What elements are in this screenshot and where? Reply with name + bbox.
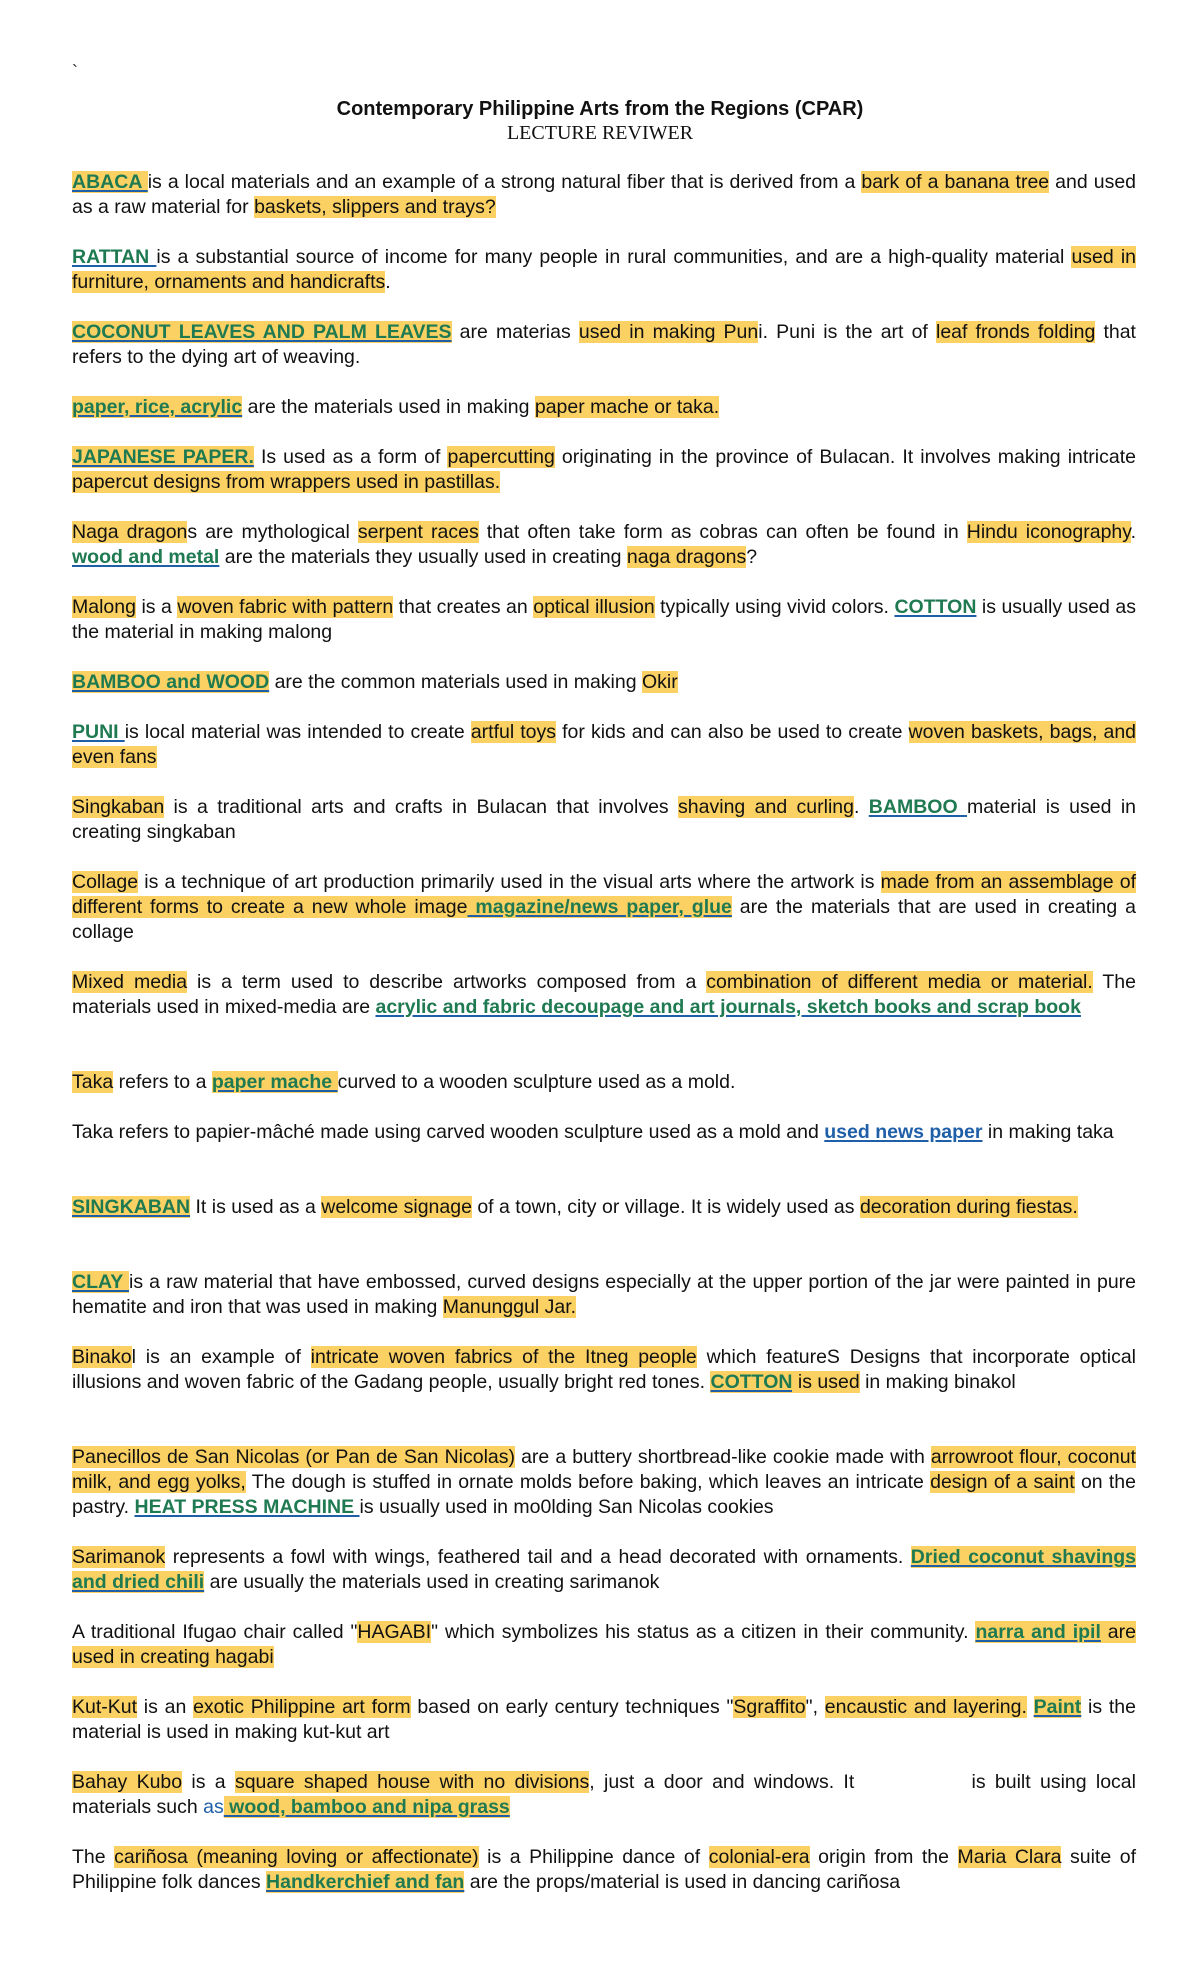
highlighted-text: Bahay Kubo bbox=[72, 1771, 183, 1793]
text-run: is a technique of art production primarily used in the visual arts where the artwork is bbox=[138, 871, 881, 893]
text-run: The bbox=[72, 1846, 115, 1868]
text-run: that creates an bbox=[393, 596, 534, 618]
material-keyword: paper, rice, acrylic bbox=[72, 396, 243, 418]
highlighted-text: Taka bbox=[72, 1071, 114, 1093]
highlighted-text: exotic Philippine art form bbox=[193, 1696, 411, 1718]
text-run: as bbox=[203, 1796, 224, 1818]
highlighted-text: paper mache or taka. bbox=[534, 396, 720, 418]
text-run: in making binakol bbox=[859, 1371, 1016, 1393]
text-run: suite of Philippine folk dances bbox=[72, 1846, 1136, 1893]
paragraph-abaca bbox=[72, 170, 1136, 220]
material-keyword: wood and metal bbox=[72, 546, 220, 568]
text-run: ", bbox=[805, 1696, 825, 1718]
paragraph-collage bbox=[72, 870, 1136, 945]
text-run: is a raw material that have embossed, curved designs especially at the upper portion of the jar were painted in pure hematite and iron that was used in making bbox=[72, 1271, 1136, 1318]
text-run bbox=[1027, 1696, 1034, 1718]
text-run: i. Puni is the art of bbox=[758, 321, 936, 343]
highlighted-text: leaf fronds folding bbox=[935, 321, 1096, 343]
material-keyword: BAMBOO and WOOD bbox=[72, 671, 270, 693]
text-run: refers to a bbox=[113, 1071, 212, 1093]
page-subtitle: LECTURE REVIWER bbox=[506, 122, 694, 144]
material-keyword: Dried coconut shavings and dried chili bbox=[72, 1546, 1136, 1593]
paragraph-kut-kut bbox=[72, 1695, 1136, 1745]
stray-mark: ` bbox=[72, 62, 78, 82]
highlighted-text: Hindu iconography bbox=[966, 521, 1131, 543]
text-run: Taka refers to papier-mâché made using carved wooden sculpture used as a mold and bbox=[72, 1121, 825, 1143]
highlighted-text: Binako bbox=[72, 1346, 132, 1368]
material-keyword: magazine/news paper, glue bbox=[467, 896, 732, 918]
material-keyword: JAPANESE PAPER. bbox=[72, 446, 254, 468]
highlighted-text: decoration during fiestas. bbox=[859, 1196, 1078, 1218]
text-run: on the pastry. bbox=[72, 1471, 1137, 1518]
paragraph-coconut-leaves bbox=[72, 320, 1136, 370]
highlighted-text: HAGABI bbox=[357, 1621, 432, 1643]
text-run: are the materials they usually used in creating bbox=[219, 546, 627, 568]
highlighted-text: cariñosa (meaning loving or affectionate) bbox=[114, 1846, 479, 1868]
text-run: and used as a raw material for bbox=[72, 171, 1137, 218]
paragraph-mixed-media bbox=[72, 970, 1136, 1020]
paragraph-sarimanok bbox=[72, 1545, 1136, 1595]
text-run: are a buttery shortbread-like cookie made with bbox=[515, 1446, 931, 1468]
highlighted-text: papercutting bbox=[447, 446, 555, 468]
highlighted-text: welcome signage bbox=[321, 1196, 472, 1218]
highlighted-text: artful toys bbox=[470, 721, 557, 743]
paragraph-binakol bbox=[72, 1345, 1136, 1395]
text-run: based on early century techniques " bbox=[410, 1696, 734, 1718]
paragraph-malong bbox=[72, 595, 1136, 645]
text-run: are the materials used in making bbox=[242, 396, 535, 418]
paragraph-taka-news-paper bbox=[72, 1120, 1136, 1145]
paragraph-singkaban bbox=[72, 795, 1136, 845]
material-keyword: CLAY bbox=[72, 1271, 130, 1293]
text-run: represents a fowl with wings, feathered tail and a head decorated with ornaments. bbox=[165, 1546, 911, 1568]
material-keyword: narra and ipil bbox=[975, 1621, 1101, 1643]
text-run: is local material was intended to create bbox=[124, 721, 471, 743]
text-run: It is used as a bbox=[190, 1196, 322, 1218]
highlighted-text: woven baskets, bags, and even fans bbox=[72, 721, 1137, 768]
text-run: is a traditional arts and crafts in Bulacan that involves bbox=[164, 796, 679, 818]
highlighted-text: are used in creating hagabi bbox=[72, 1621, 1136, 1668]
highlighted-text: baskets, slippers and trays? bbox=[254, 196, 496, 218]
highlighted-text: combination of different media or material. bbox=[706, 971, 1093, 993]
material-keyword: acrylic and fabric decoupage and art journals, sketch books and scrap book bbox=[375, 996, 1081, 1018]
text-run: are the common materials used in making bbox=[269, 671, 642, 693]
text-run: A traditional Ifugao chair called " bbox=[72, 1621, 358, 1643]
highlighted-text: encaustic and layering. bbox=[824, 1696, 1027, 1718]
text-run: The materials used in mixed-media are bbox=[72, 971, 1137, 1018]
text-run: is a bbox=[135, 596, 178, 618]
material-keyword: RATTAN bbox=[72, 246, 157, 268]
text-run: is a bbox=[182, 1771, 235, 1793]
paragraph-bahay-kubo bbox=[72, 1770, 1136, 1820]
highlighted-text: Maria Clara bbox=[957, 1846, 1062, 1868]
text-run: is usually used as the material in making malong bbox=[72, 596, 1136, 643]
material-keyword: Paint bbox=[1033, 1696, 1082, 1718]
highlighted-text: Malong bbox=[72, 596, 136, 618]
highlighted-text: Manunggul Jar. bbox=[442, 1296, 577, 1318]
highlighted-text: made from an assemblage of different forms to create a new whole image bbox=[72, 871, 1136, 918]
text-run: s are mythological bbox=[187, 521, 358, 543]
text-run: are the props/material is used in dancing cariñosa bbox=[464, 1871, 901, 1893]
text-run: that often take form as cobras can often be found in bbox=[478, 521, 967, 543]
text-run: material is used in creating singkaban bbox=[72, 796, 1136, 843]
highlighted-text: Singkaban bbox=[72, 796, 165, 818]
highlighted-text: design of a saint bbox=[930, 1471, 1075, 1493]
text-run: , just a door and windows. It bbox=[589, 1771, 864, 1793]
highlighted-text: intricate woven fabrics of the Itneg people bbox=[310, 1346, 697, 1368]
highlighted-text: is used bbox=[792, 1371, 860, 1393]
text-run: is an bbox=[137, 1696, 194, 1718]
material-keyword: PUNI bbox=[72, 721, 125, 743]
highlighted-text: arrowroot flour, coconut milk, and egg yolks, bbox=[72, 1446, 1136, 1493]
text-run: originating in the province of Bulacan. It involves making intricate bbox=[554, 446, 1136, 468]
text-run: is usually used in mo0lding San Nicolas cookies bbox=[359, 1496, 774, 1518]
paragraph-singkaban-signage bbox=[72, 1195, 1136, 1220]
highlighted-text: Kut-Kut bbox=[72, 1696, 138, 1718]
text-run: ? bbox=[746, 546, 758, 568]
material-keyword: COTTON bbox=[894, 596, 977, 618]
material-keyword: wood, bamboo and nipa grass bbox=[223, 1796, 510, 1818]
highlighted-text: Naga dragon bbox=[72, 521, 188, 543]
text-run: that refers to the dying art of weaving. bbox=[72, 321, 1136, 368]
highlighted-text: woven fabric with pattern bbox=[177, 596, 394, 618]
text-run: are usually the materials used in creating sarimanok bbox=[204, 1571, 660, 1593]
text-run: curved to a wooden sculpture used as a mold. bbox=[337, 1071, 736, 1093]
paragraph-carinosa bbox=[72, 1845, 1136, 1895]
text-run: used news paper bbox=[824, 1121, 983, 1143]
text-run: are the materials that are used in creating a collage bbox=[72, 896, 1137, 943]
material-keyword: paper mache bbox=[211, 1071, 338, 1093]
paragraph-hagabi bbox=[72, 1620, 1136, 1670]
paragraph-naga-dragons bbox=[72, 520, 1136, 570]
paragraph-paper-rice-acrylic bbox=[72, 395, 1136, 420]
text-run: . bbox=[385, 271, 391, 293]
material-keyword: ABACA bbox=[72, 171, 148, 193]
highlighted-text: used in making Pun bbox=[578, 321, 759, 343]
material-keyword: COCONUT LEAVES AND PALM LEAVES bbox=[72, 321, 452, 343]
paragraph-clay bbox=[72, 1270, 1136, 1320]
text-run: which featureS Designs that incorporate optical illusions and woven fabric of the Gadang people, usually bright red tones. bbox=[72, 1346, 1136, 1393]
highlighted-text: square shaped house with no divisions bbox=[234, 1771, 590, 1793]
paragraph-taka bbox=[72, 1070, 1136, 1095]
highlighted-text: Collage bbox=[72, 871, 139, 893]
highlighted-text: shaving and curling bbox=[678, 796, 854, 818]
highlighted-text: Panecillos de San Nicolas (or Pan de San Nicolas) bbox=[72, 1446, 516, 1468]
text-run: . bbox=[1130, 521, 1136, 543]
highlighted-text: Okir bbox=[642, 671, 678, 693]
highlighted-text: colonial-era bbox=[708, 1846, 810, 1868]
highlighted-text: used in furniture, ornaments and handicrafts bbox=[72, 246, 1136, 293]
highlighted-text: Mixed media bbox=[72, 971, 188, 993]
highlighted-text: bark of a banana tree bbox=[861, 171, 1050, 193]
highlighted-text: naga dragons bbox=[626, 546, 747, 568]
page-title: Contemporary Philippine Arts from the Regions (CPAR) bbox=[336, 98, 864, 120]
text-run: l is an example of bbox=[131, 1346, 311, 1368]
highlighted-text: Sarimanok bbox=[72, 1546, 166, 1568]
text-run: is a substantial source of income for many people in rural communities, and are a high-quality material bbox=[156, 246, 1072, 268]
text-run: is built using local materials such bbox=[72, 1771, 1136, 1818]
material-keyword: Handkerchief and fan bbox=[266, 1871, 465, 1893]
highlighted-text: optical illusion bbox=[533, 596, 655, 618]
highlighted-text: papercut designs from wrappers used in pastillas. bbox=[72, 471, 501, 493]
paragraph-japanese-paper bbox=[72, 445, 1136, 495]
text-run: are materias bbox=[451, 321, 579, 343]
text-run: is the material is used in making kut-kut art bbox=[72, 1696, 1137, 1743]
text-run: typically using vivid colors. bbox=[654, 596, 895, 618]
paragraph-puni bbox=[72, 720, 1136, 770]
text-run: origin from the bbox=[809, 1846, 958, 1868]
paragraph-okir bbox=[72, 670, 1136, 695]
material-keyword: COTTON bbox=[710, 1371, 793, 1393]
text-run: for kids and can also be used to create bbox=[556, 721, 909, 743]
paragraph-panecillos bbox=[72, 1445, 1136, 1520]
text-run: " which symbolizes his status as a citizen in their community. bbox=[431, 1621, 976, 1643]
text-run: is a term used to describe artworks composed from a bbox=[187, 971, 707, 993]
material-keyword: BAMBOO bbox=[868, 796, 967, 818]
material-keyword: HEAT PRESS MACHINE bbox=[134, 1496, 360, 1518]
text-run: . bbox=[853, 796, 869, 818]
material-keyword: SINGKABAN bbox=[72, 1196, 191, 1218]
text-run: is a local materials and an example of a strong natural fiber that is derived from a bbox=[147, 171, 862, 193]
text-run: is a Philippine dance of bbox=[478, 1846, 709, 1868]
text-run: Is used as a form of bbox=[253, 446, 448, 468]
text-run: in making taka bbox=[982, 1121, 1114, 1143]
text-run: The dough is stuffed in ornate molds before baking, which leaves an intricate bbox=[245, 1471, 931, 1493]
highlighted-text: serpent races bbox=[357, 521, 479, 543]
paragraph-rattan bbox=[72, 245, 1136, 295]
text-run: of a town, city or village. It is widely used as bbox=[471, 1196, 860, 1218]
highlighted-text: Sgraffito bbox=[733, 1696, 806, 1718]
